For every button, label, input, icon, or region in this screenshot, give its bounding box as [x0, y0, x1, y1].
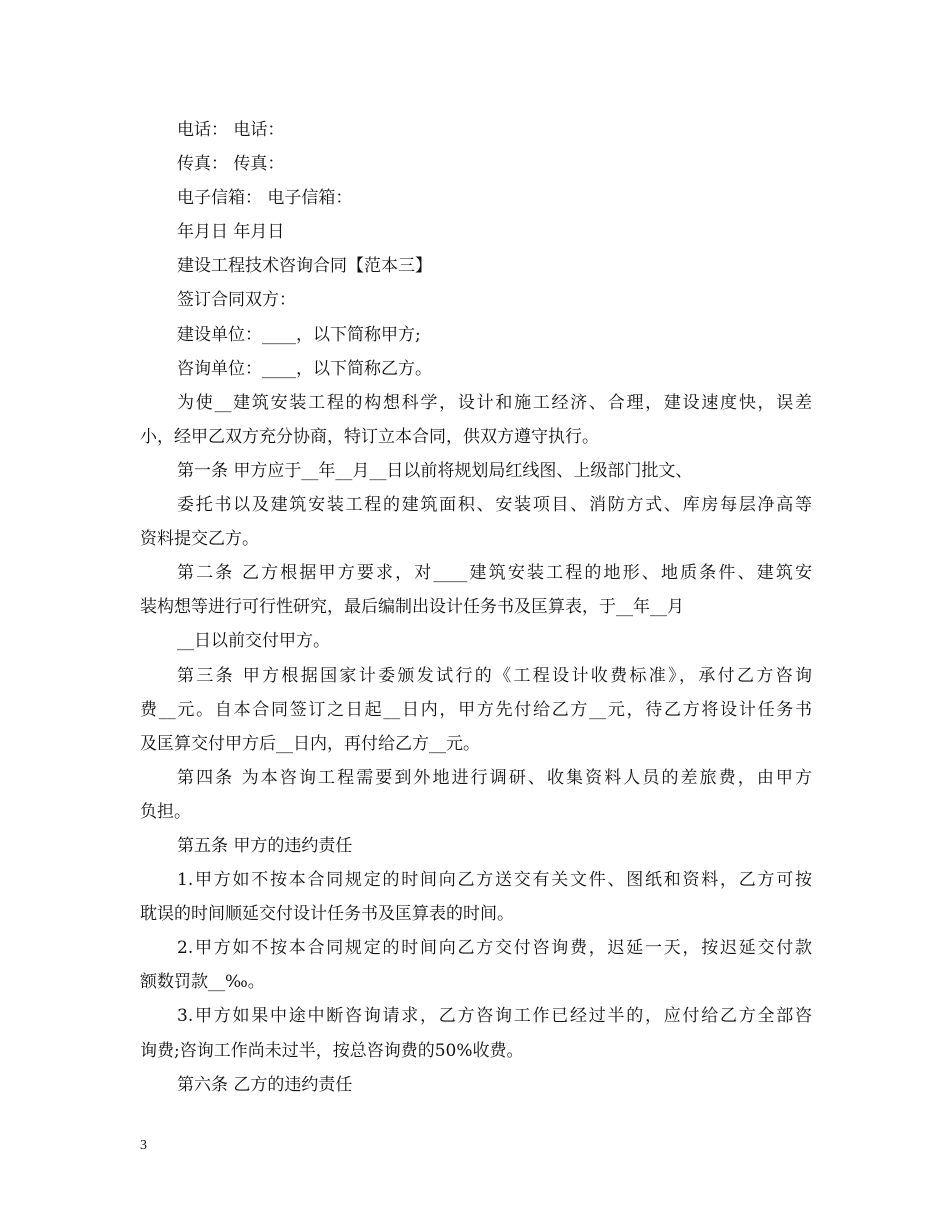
text-line: 询费;咨询工作尚未过半，按总咨询费的50%收费。 [140, 1040, 524, 1061]
article-heading: 第三条 甲方根据国家计委颁发试行的《工程设计收费标准》，承付乙方咨询 [177, 665, 812, 686]
text-line: 电话： 电话： [177, 120, 285, 140]
article-heading: 第一条 甲方应于__年__月__日以前将规划局红线图、上级部门批文、 [177, 460, 693, 481]
text-line: 小，经甲乙双方充分协商，特订立本合同，供双方遵守执行。 [140, 426, 599, 447]
text-line: 及匡算交付甲方后__日内，再付给乙方__元。 [140, 733, 480, 754]
page-number: 3 [140, 1138, 147, 1153]
text-line: 签订合同双方： [177, 290, 296, 311]
article-heading: 第五条 甲方的违约责任 [177, 835, 353, 856]
text-line: 费__元。自本合同签订之日起__日内，甲方先付给乙方__元，待乙方将设计任务书 [140, 699, 812, 720]
contract-title: 建设工程技术咨询合同【范本三】 [177, 256, 432, 277]
article-heading: 第四条 为本咨询工程需要到外地进行调研、收集资料人员的差旅费，由甲方 [177, 767, 812, 788]
document-body [140, 113, 812, 1102]
text-line: 耽误的时间顺延交付设计任务书及匡算表的时间。 [140, 904, 514, 925]
text-line: 电子信箱： 电子信箱： [177, 188, 353, 209]
text-line: 装构想等进行可行性研究，最后编制出设计任务书及匡算表，于__年__月 [140, 597, 684, 618]
text-line: __日以前交付甲方。 [177, 631, 330, 652]
clause-item: 3.甲方如果中途中断咨询请求，乙方咨询工作已经过半的，应付给乙方全部咨 [177, 1006, 812, 1027]
clause-item: 1.甲方如不按本合同规定的时间向乙方送交有关文件、图纸和资料，乙方可按 [177, 870, 812, 891]
text-line: 额数罚款__‰。 [140, 972, 265, 993]
text-line: 年月日 年月日 [177, 222, 285, 243]
article-heading: 第二条 乙方根据甲方要求，对____建筑安装工程的地形、地质条件、建筑安 [177, 563, 812, 584]
article-heading: 第六条 乙方的违约责任 [177, 1074, 353, 1095]
text-line: 咨询单位：____，以下简称乙方。 [177, 358, 432, 379]
clause-item: 2.甲方如不按本合同规定的时间向乙方交付咨询费，迟延一天，按迟延交付款 [177, 938, 812, 959]
text-line: 为使__建筑安装工程的构想科学，设计和施工经济、合理，建设速度快，误差 [177, 392, 812, 413]
text-line: 传真： 传真： [177, 154, 285, 175]
text-line: 资料提交乙方。 [140, 529, 259, 550]
text-line: 负担。 [140, 801, 191, 822]
text-line: 委托书以及建筑安装工程的建筑面积、安装项目、消防方式、库房每层净高等 [177, 495, 812, 516]
text-line: 建设单位：____，以下简称甲方; [177, 324, 421, 345]
